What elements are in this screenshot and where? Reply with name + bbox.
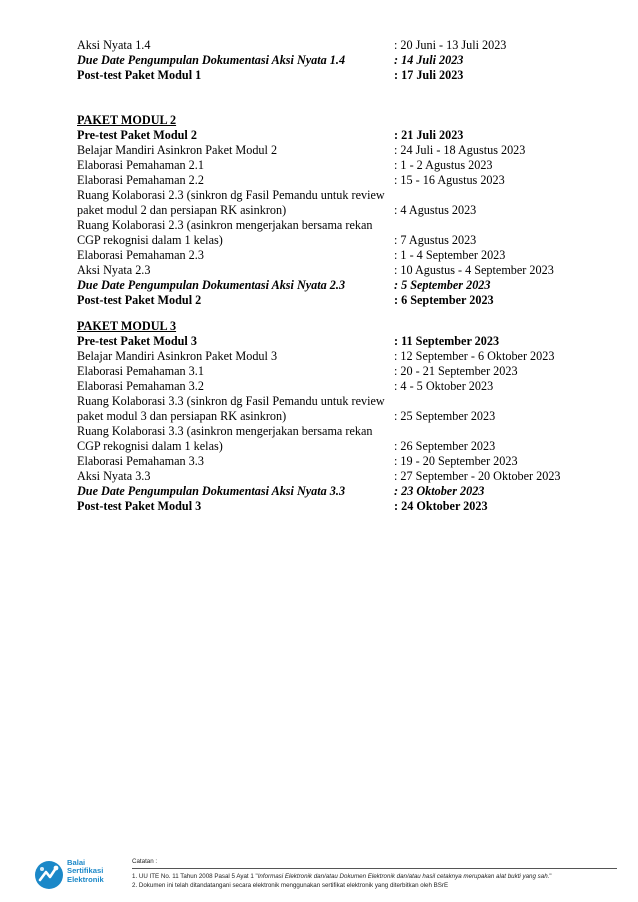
schedule-row (77, 38, 597, 53)
schedule-row (77, 469, 597, 484)
logo-line: Balai (67, 858, 86, 867)
schedule-row (77, 364, 597, 379)
logo-line: Elektronik (67, 874, 104, 884)
notes-title: Catatan : (132, 858, 158, 865)
schedule-row (77, 173, 597, 188)
activity-date: : 1 - 4 September 2023 (394, 248, 506, 262)
logo-wordmark (67, 859, 104, 884)
schedule-row (77, 53, 597, 68)
activity-date: : 10 Agustus - 4 September 2023 (394, 263, 554, 277)
note-1-suffix: " (549, 873, 552, 880)
activity-label: Aksi Nyata 3.3 (77, 469, 151, 483)
activity-label: Elaborasi Pemahaman 3.3 (77, 454, 204, 468)
activity-date: : 1 - 2 Agustus 2023 (394, 158, 493, 172)
activity-label: Due Date Pengumpulan Dokumentasi Aksi Nyata 1.4 (77, 53, 346, 67)
activity-date: : 15 - 16 Agustus 2023 (394, 173, 505, 187)
schedule-row (77, 484, 597, 499)
note-1-prefix: 1. UU ITE No. 11 Tahun 2008 Pasal 5 Ayat 1 " (132, 873, 258, 880)
modul1-tail (77, 38, 597, 83)
schedule-row (77, 158, 597, 173)
schedule-row (77, 394, 597, 424)
schedule-row (77, 263, 597, 278)
activity-label: Elaborasi Pemahaman 3.2 (77, 379, 204, 393)
schedule-row (77, 334, 597, 349)
activity-date: : 24 Juli - 18 Agustus 2023 (394, 143, 526, 157)
activity-date: : 20 Juni - 13 Juli 2023 (394, 38, 507, 52)
note-1 (132, 872, 617, 881)
bsre-logo-icon (34, 860, 64, 890)
activity-date: : 4 Agustus 2023 (394, 203, 477, 217)
activity-date: : 17 Juli 2023 (394, 68, 464, 82)
activity-date: : 26 September 2023 (394, 439, 496, 453)
activity-date: : 6 September 2023 (394, 293, 494, 307)
activity-date: : 19 - 20 September 2023 (394, 454, 518, 468)
activity-label: Elaborasi Pemahaman 2.1 (77, 158, 204, 172)
activity-label: Aksi Nyata 1.4 (77, 38, 151, 52)
section-heading: PAKET MODUL 2 (77, 113, 177, 127)
schedule-row (77, 188, 597, 218)
activity-label: Pre-test Paket Modul 2 (77, 128, 197, 142)
schedule-row (77, 349, 597, 364)
schedule-row (77, 379, 597, 394)
activity-date: : 5 September 2023 (394, 278, 491, 292)
paket-modul-2-section (77, 113, 597, 308)
activity-date: : 12 September - 6 Oktober 2023 (394, 349, 555, 363)
activity-date: : 27 September - 20 Oktober 2023 (394, 469, 561, 483)
activity-label: Ruang Kolaborasi 2.3 (asinkron mengerjakan bersama rekan CGP rekognisi dalam 1 kelas) (77, 218, 373, 247)
logo-line: Sertifikasi (67, 866, 104, 876)
activity-label: Ruang Kolaborasi 3.3 (sinkron dg Fasil Pemandu untuk review paket modul 3 dan persiapan RK asinkron) (77, 394, 385, 423)
schedule-row (77, 218, 597, 248)
activity-date: : 21 Juli 2023 (394, 128, 464, 142)
schedule-row (77, 128, 597, 143)
bsre-logo (34, 858, 124, 892)
activity-label: Elaborasi Pemahaman 2.2 (77, 173, 204, 187)
activity-date: : 24 Oktober 2023 (394, 499, 488, 513)
paket-modul-3-section (77, 319, 597, 514)
activity-date: : 23 Oktober 2023 (394, 484, 485, 498)
activity-date: : 25 September 2023 (394, 409, 496, 423)
page-footer (0, 850, 638, 902)
activity-label: Pre-test Paket Modul 3 (77, 334, 197, 348)
activity-label: Post-test Paket Modul 2 (77, 293, 202, 307)
schedule-row (77, 278, 597, 293)
schedule-row (77, 499, 597, 514)
activity-label: Aksi Nyata 2.3 (77, 263, 151, 277)
activity-label: Ruang Kolaborasi 3.3 (asinkron mengerjakan bersama rekan CGP rekognisi dalam 1 kelas) (77, 424, 373, 453)
schedule-row (77, 293, 597, 308)
activity-date: : 14 Juli 2023 (394, 53, 464, 67)
activity-date: : 4 - 5 Oktober 2023 (394, 379, 494, 393)
schedule-row (77, 143, 597, 158)
activity-date: : 7 Agustus 2023 (394, 233, 477, 247)
activity-label: Elaborasi Pemahaman 2.3 (77, 248, 204, 262)
activity-label: Belajar Mandiri Asinkron Paket Modul 3 (77, 349, 278, 363)
activity-date: : 11 September 2023 (394, 334, 500, 348)
activity-label: Belajar Mandiri Asinkron Paket Modul 2 (77, 143, 278, 157)
section-heading: PAKET MODUL 3 (77, 319, 177, 333)
activity-label: Ruang Kolaborasi 2.3 (sinkron dg Fasil Pemandu untuk review paket modul 2 dan persiapan RK asinkron) (77, 188, 385, 217)
schedule-row (77, 454, 597, 469)
footer-notes (132, 857, 617, 890)
activity-label: Post-test Paket Modul 3 (77, 499, 202, 513)
schedule-row (77, 248, 597, 263)
activity-label: Due Date Pengumpulan Dokumentasi Aksi Nyata 3.3 (77, 484, 346, 498)
activity-date: : 20 - 21 September 2023 (394, 364, 518, 378)
activity-label: Post-test Paket Modul 1 (77, 68, 202, 82)
notes-divider (132, 868, 617, 869)
activity-label: Due Date Pengumpulan Dokumentasi Aksi Nyata 2.3 (77, 278, 346, 292)
schedule-row (77, 424, 597, 454)
activity-label: Elaborasi Pemahaman 3.1 (77, 364, 204, 378)
note-1-quote: Informasi Elektronik dan/atau Dokumen Elektronik dan/atau hasil cetaknya merupakan alat bukti yang sah. (257, 873, 550, 880)
note-2: 2. Dokumen ini telah ditandatangani secara elektronik menggunakan sertifikat elektronik yang diterbitkan oleh BSrE (132, 882, 449, 889)
schedule-row (77, 68, 597, 83)
